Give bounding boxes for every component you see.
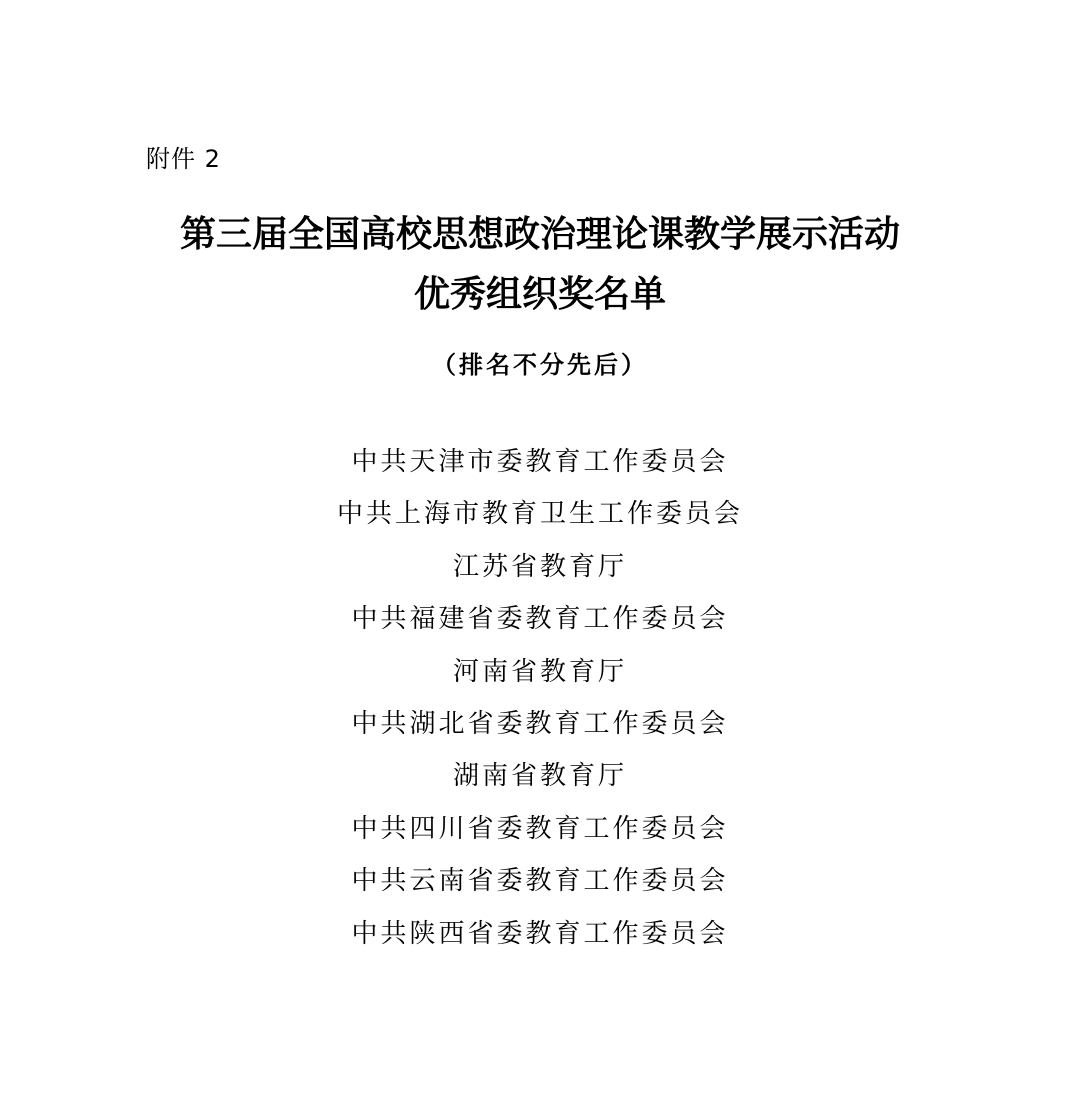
organization-item: 中共四川省委教育工作委员会: [351, 813, 729, 844]
organization-item: 中共陕西省委教育工作委员会: [351, 918, 729, 949]
organization-item: 江苏省教育厅: [452, 551, 627, 582]
organization-item: 中共福建省委教育工作委员会: [351, 604, 729, 635]
document-title-line-2: 优秀组织奖名单: [413, 273, 666, 315]
organization-item: 中共湖北省委教育工作委员会: [351, 708, 729, 739]
ranking-note: （排名不分先后）: [432, 351, 648, 379]
attachment-label: 附件 2: [146, 145, 221, 173]
document-title-line-1: 第三届全国高校思想政治理论课教学展示活动: [179, 213, 900, 255]
organization-item: 中共天津市委教育工作委员会: [351, 447, 729, 477]
organization-item: 中共云南省委教育工作委员会: [351, 866, 729, 897]
organization-item: 湖南省教育厅: [452, 761, 627, 792]
organization-item: 河南省教育厅: [452, 656, 627, 687]
organization-list: [0, 440, 1080, 964]
organization-item: 中共上海市教育卫生工作委员会: [336, 499, 743, 530]
